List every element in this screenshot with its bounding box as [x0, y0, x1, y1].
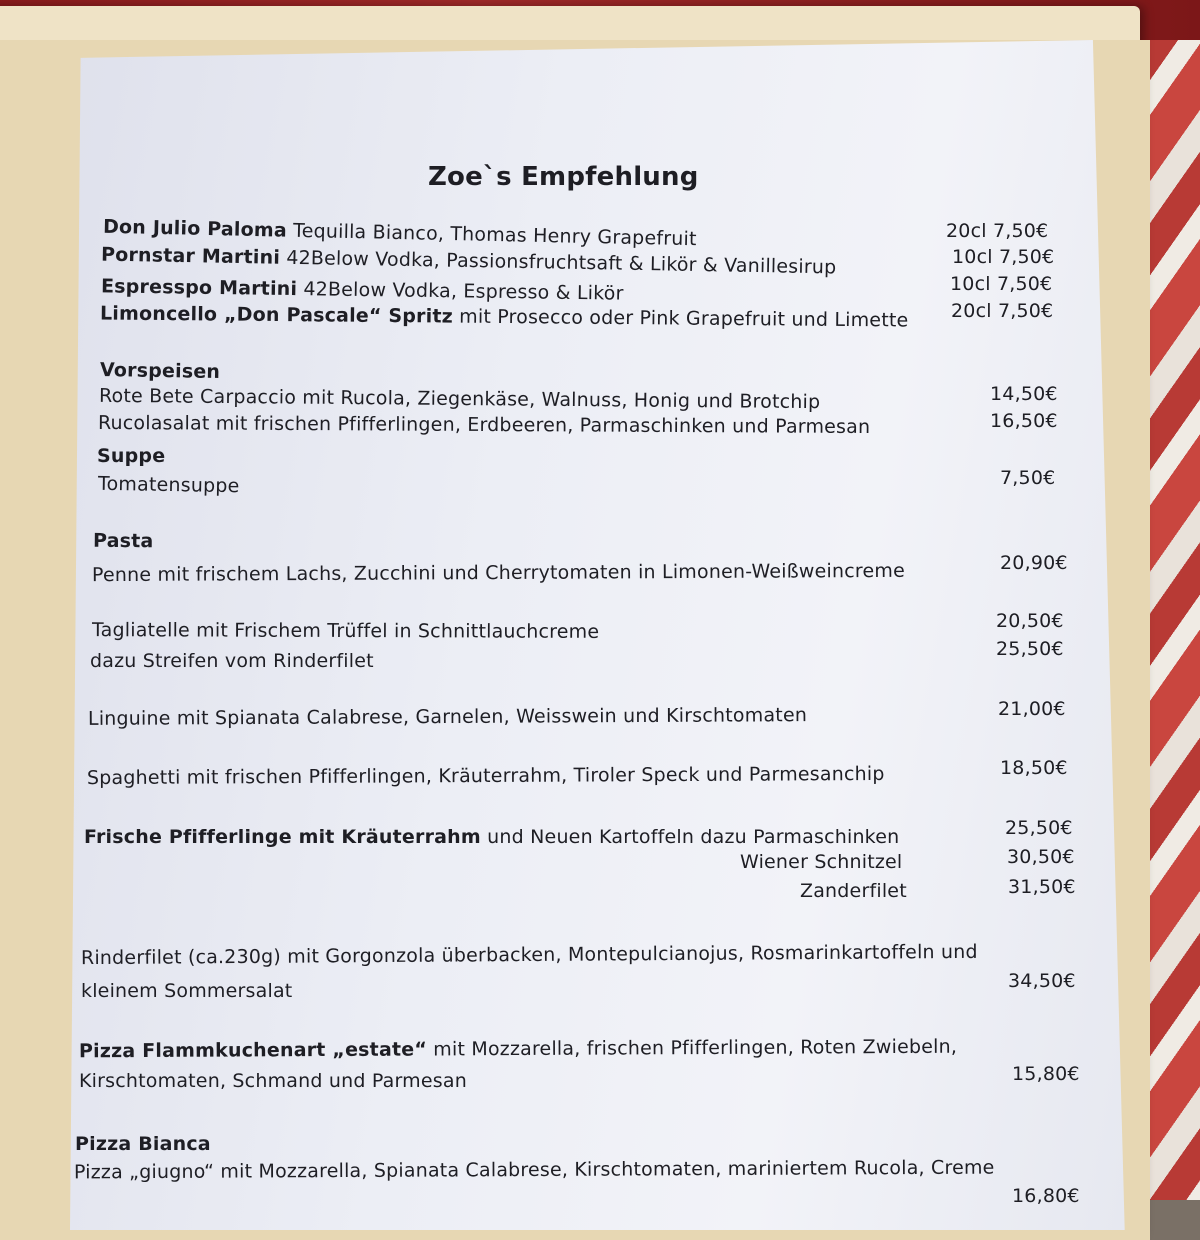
dish-desc: mit Mozzarella, frischen Pfifferlingen, Roten Zwiebeln,	[433, 1035, 958, 1061]
menu-item-desc: Spaghetti mit frischen Pfifferlingen, Kräuterrahm, Tiroler Speck und Parmesanchip	[86, 762, 885, 790]
menu-item-price: 15,80€	[1012, 1063, 1080, 1085]
drink-price: 10cl 7,50€	[952, 246, 1055, 268]
menu-item-desc: Rucolasalat mit frischen Pfifferlingen, Erdbeeren, Parmaschinken und Parmesan	[97, 411, 871, 439]
menu-title: Zoe`s Empfehlung	[428, 162, 699, 192]
drink-price: 10cl 7,50€	[950, 273, 1053, 295]
dish-name: Pizza Bianca	[75, 1133, 211, 1155]
menu-item-desc: dazu Streifen vom Rinderfilet	[90, 650, 374, 672]
menu-item-desc: Penne mit frischem Lachs, Zucchini und Cherrytomaten in Limonen-Weißweincreme	[91, 559, 906, 587]
menu-item-price: 30,50€	[1007, 846, 1075, 868]
menu-item-price: 25,50€	[996, 638, 1064, 660]
menu-item-desc: Kirschtomaten, Schmand und Parmesan	[79, 1070, 467, 1092]
drink-item	[101, 275, 624, 304]
menu-item-desc: Tomatensuppe	[97, 472, 240, 498]
dish-name: Pizza Flammkuchenart „estate“	[78, 1038, 428, 1063]
menu-item-option: Wiener Schnitzel	[740, 851, 903, 873]
menu-item-desc: Rinderfilet (ca.230g) mit Gorgonzola überbacken, Montepulcianojus, Rosmarinkartoffeln und	[80, 940, 978, 970]
drink-price: 20cl 7,50€	[951, 300, 1054, 322]
menu-item-desc: kleinem Sommersalat	[81, 980, 293, 1002]
menu-item-desc: Pizza „giugno“ mit Mozzarella, Spianata Calabrese, Kirschtomaten, mariniertem Rucola, Creme	[73, 1156, 995, 1184]
menu-item-desc: Linguine mit Spianata Calabrese, Garnelen, Weisswein und Kirschtomaten	[87, 704, 808, 730]
menu-item-price: 18,50€	[1000, 757, 1068, 779]
drink-desc: 42Below Vodka, Espresso & Likör	[303, 278, 624, 305]
menu-item-price: 34,50€	[1008, 970, 1076, 992]
section-heading-pasta: Pasta	[92, 529, 154, 553]
drink-name: Don Julio Paloma	[102, 215, 288, 242]
drink-desc: Tequilla Bianco, Thomas Henry Grapefruit	[292, 219, 697, 251]
drink-name: Limoncello „Don Pascale“ Spritz	[99, 302, 454, 328]
drink-name: Pornstar Martini	[100, 243, 281, 269]
menu-item-desc: Rote Bete Carpaccio mit Rucola, Ziegenkäse, Walnuss, Honig und Brotchip	[98, 384, 821, 414]
menu-item-price: 7,50€	[1000, 467, 1056, 489]
dish-desc: und Neuen Kartoffeln dazu Parmaschinken	[487, 826, 900, 848]
drink-name: Espresspo Martini	[100, 275, 298, 301]
menu-item-price: 16,80€	[1012, 1185, 1080, 1207]
section-heading-vorspeisen: Vorspeisen	[99, 358, 221, 384]
menu-item-price: 25,50€	[1005, 817, 1073, 839]
drink-item	[101, 244, 837, 279]
menu-item-price: 20,90€	[1000, 552, 1068, 574]
drink-item	[100, 302, 909, 331]
menu-item-desc	[84, 826, 899, 848]
drink-price: 20cl 7,50€	[946, 220, 1049, 242]
drink-desc: mit Prosecco oder Pink Grapefruit und Limette	[459, 305, 909, 332]
dish-name: Frische Pfifferlinge mit Kräuterrahm	[84, 826, 481, 848]
menu-item-option: Zanderfilet	[800, 880, 907, 902]
drink-desc: 42Below Vodka, Passionsfruchtsaft & Likör & Vanillesirup	[286, 246, 837, 279]
menu-item-desc	[79, 1036, 957, 1063]
menu-item-price: 16,50€	[990, 410, 1058, 432]
menu-item-price: 14,50€	[990, 383, 1058, 405]
menu-item-desc: Tagliatelle mit Frischem Trüffel in Schnittlauchcreme	[91, 619, 600, 643]
menu-item-price: 31,50€	[1008, 876, 1076, 898]
menu-item-price: 21,00€	[998, 698, 1066, 720]
menu-item-price: 20,50€	[996, 610, 1064, 632]
section-heading-suppe: Suppe	[97, 445, 166, 467]
